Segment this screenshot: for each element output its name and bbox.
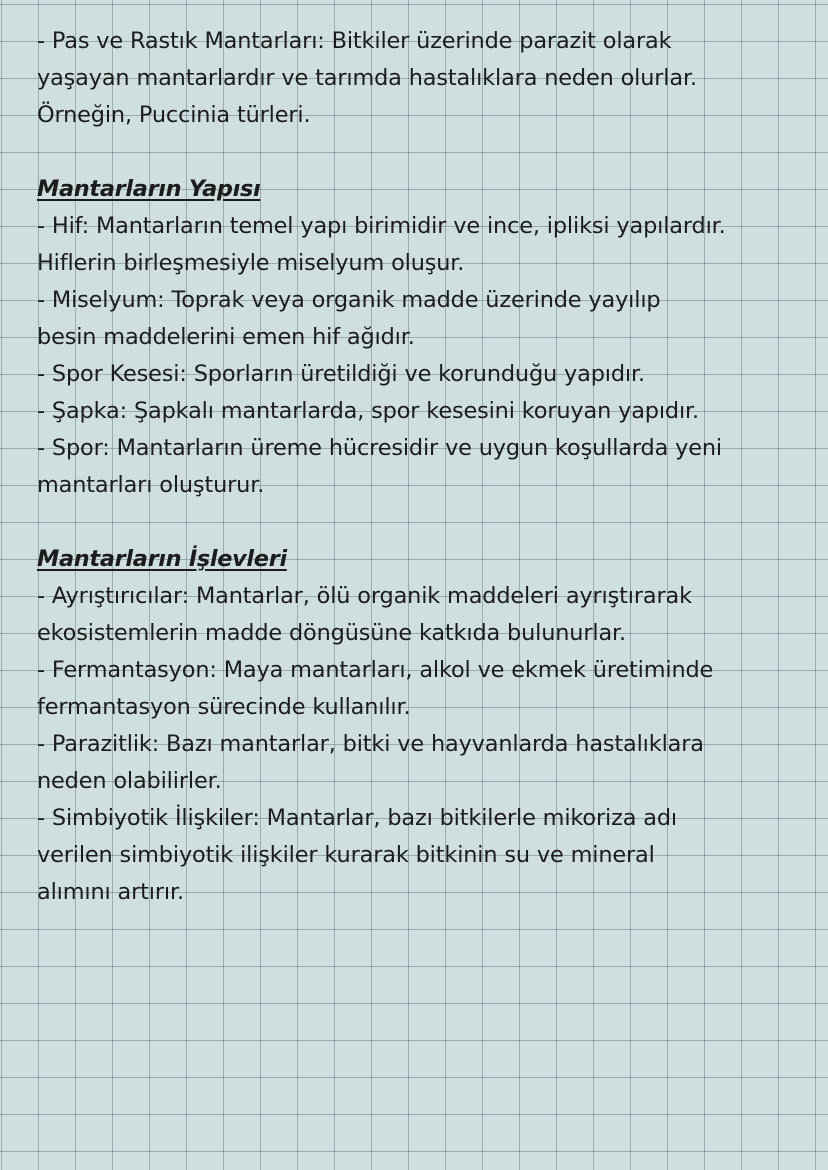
intro-line: yaşayan mantarlardır ve tarımda hastalıklara neden olurlar. (37, 65, 697, 91)
structure-line: mantarları oluşturur. (37, 472, 265, 498)
spacer (37, 504, 816, 541)
structure-heading: Mantarların Yapısı (37, 176, 261, 202)
functions-heading: Mantarların İşlevleri (37, 546, 287, 572)
structure-line: - Hif: Mantarların temel yapı birimidir ve ince, ipliksi yapılardır. (37, 213, 726, 239)
spacer (37, 134, 816, 171)
functions-line: - Fermantasyon: Maya mantarları, alkol ve ekmek üretiminde (37, 657, 714, 683)
intro-line: - Pas ve Rastık Mantarları: Bitkiler üzerinde parazit olarak (37, 28, 672, 54)
functions-line: neden olabilirler. (37, 768, 222, 794)
functions-line: - Simbiyotik İlişkiler: Mantarlar, bazı bitkilerle mikoriza adı (37, 805, 677, 831)
intro-block (37, 23, 816, 134)
structure-line: - Şapka: Şapkalı mantarlarda, spor kesesini koruyan yapıdır. (37, 398, 699, 424)
structure-line: Hiflerin birleşmesiyle miselyum oluşur. (37, 250, 465, 276)
functions-line: ekosistemlerin madde döngüsüne katkıda bulunurlar. (37, 620, 627, 646)
functions-section (37, 541, 816, 911)
structure-section (37, 171, 816, 504)
functions-line: - Parazitlik: Bazı mantarlar, bitki ve hayvanlarda hastalıklara (37, 731, 704, 757)
structure-line: besin maddelerini emen hif ağıdır. (37, 324, 415, 350)
structure-line: - Spor Kesesi: Sporların üretildiği ve korunduğu yapıdır. (37, 361, 645, 387)
functions-line: alımını artırır. (37, 879, 184, 905)
intro-line: Örneğin, Puccinia türleri. (37, 102, 311, 128)
structure-line: - Spor: Mantarların üreme hücresidir ve uygun koşullarda yeni (37, 435, 722, 461)
functions-line: - Ayrıştırıcılar: Mantarlar, ölü organik maddeleri ayrıştırarak (37, 583, 692, 609)
functions-line: verilen simbiyotik ilişkiler kurarak bitkinin su ve mineral (37, 842, 655, 868)
functions-line: fermantasyon sürecinde kullanılır. (37, 694, 411, 720)
structure-line: - Miselyum: Toprak veya organik madde üzerinde yayılıp (37, 287, 661, 313)
